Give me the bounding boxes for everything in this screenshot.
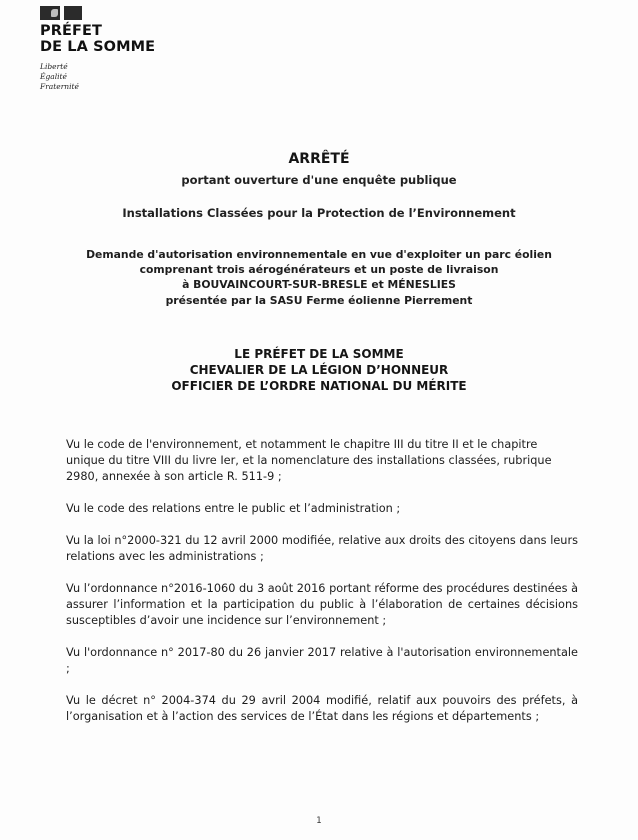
considerations-list [66, 437, 578, 741]
consideration-paragraph: Vu l’ordonnance n°2016-1060 du 3 août 2016 portant réforme des procédures destinées à assurer l’information et la participation du public à l’élaboration de certaines décisions susceptibles d’avoir une incidence sur l’environnement ; [66, 582, 578, 627]
request-line-4: présentée par la SASU Ferme éolienne Pierrement [165, 293, 473, 307]
request-line-1: Demande d'autorisation environnementale en vue d'exploiter un parc éolien [86, 248, 552, 261]
consideration-paragraph: Vu le code de l'environnement, et notamment le chapitre III du titre II et le chapitre unique du titre VIII du livre Ier, et la nomenclature des installations classées, rubrique 2980, annexée à son article R. 511-9 ; [66, 438, 552, 483]
motto-fraternite: Fraternité [40, 82, 79, 91]
document-category: Installations Classées pour la Protection de l’Environnement [122, 206, 516, 220]
authority-line-1: LE PRÉFET DE LA SOMME [234, 347, 404, 361]
republic-motto [40, 62, 79, 92]
consideration-paragraph: Vu l'ordonnance n° 2017-80 du 26 janvier 2017 relative à l'autorisation environnementale ; [66, 646, 578, 675]
prefecture-name [40, 23, 155, 55]
request-description [0, 247, 638, 308]
motto-egalite: Égalité [40, 72, 67, 81]
consideration-paragraph: Vu le code des relations entre le public et l’administration ; [66, 502, 401, 515]
prefecture-line-2: DE LA SOMME [40, 39, 156, 55]
logo-right-block [64, 6, 82, 20]
logo-left-block [40, 6, 60, 20]
page-number: 1 [316, 816, 322, 826]
document-subtitle: portant ouverture d'une enquête publique [181, 173, 457, 187]
consideration-paragraph: Vu le décret n° 2004-374 du 29 avril 2004 modifié, relatif aux pouvoirs des préfets, à l’organisation et à l’action des services de l’État dans les régions et départements ; [66, 694, 578, 723]
marianne-logo-icon [40, 6, 84, 20]
request-line-3: à BOUVAINCOURT-SUR-BRESLE et MÉNESLIES [182, 278, 456, 292]
authority-line-3: OFFICIER DE L’ORDRE NATIONAL DU MÉRITE [171, 379, 467, 393]
authority-line-2: CHEVALIER DE LA LÉGION D’HONNEUR [189, 363, 449, 377]
motto-liberte: Liberté [40, 62, 68, 71]
request-line-2: comprenant trois aérogénérateurs et un poste de livraison [139, 263, 499, 277]
document-title: ARRÊTÉ [288, 151, 350, 167]
authority-block [0, 346, 638, 394]
consideration-paragraph: Vu la loi n°2000-321 du 12 avril 2000 modifiée, relative aux droits des citoyens dans leurs relations avec les administrations ; [66, 534, 578, 563]
prefecture-line-1: PRÉFET [40, 23, 102, 39]
